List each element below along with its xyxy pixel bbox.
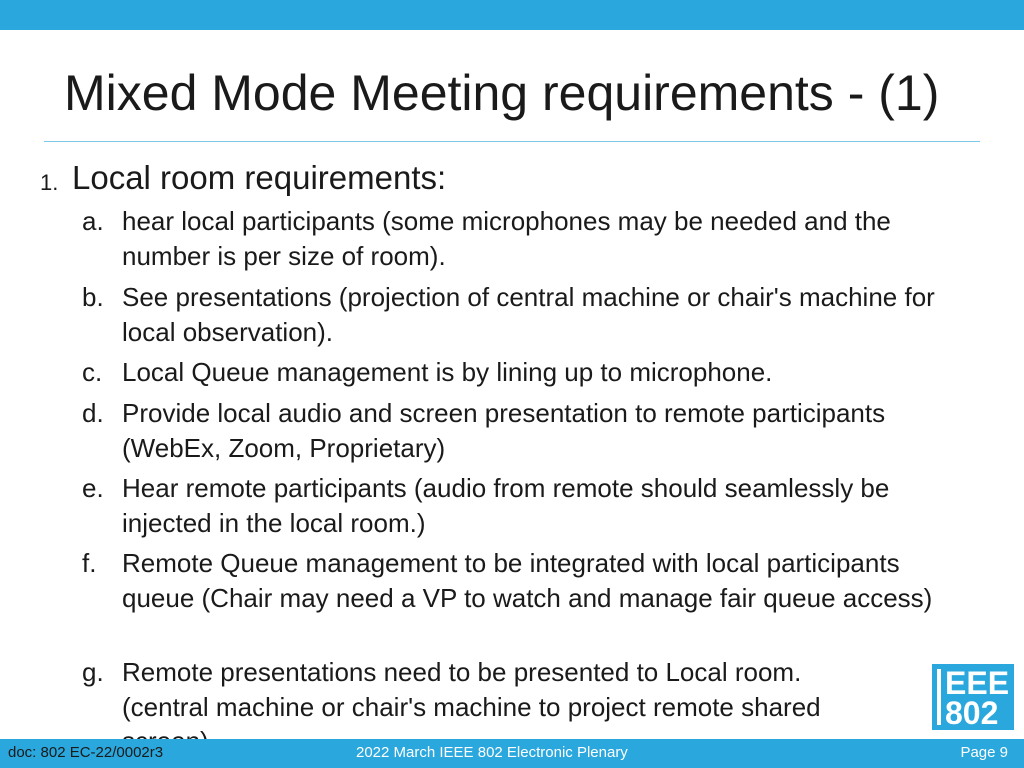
list-marker: e. [82,473,104,503]
list-marker: d. [82,398,104,428]
list-marker: f. [82,548,97,578]
section-number: 1. [40,170,59,195]
title-divider [44,141,980,142]
list-item-text: Local Queue management is by lining up to microphone. [122,357,773,387]
list-item-text: See presentations (projection of central machine or chair's machine for local observation). [122,282,935,347]
logo-text-bottom: 802 [945,695,999,731]
footer-doc-id: doc: 802 EC-22/0002r3 [8,744,164,761]
section-heading: Local room requirements: [72,159,447,196]
list-item-text: Hear remote participants (audio from remote should seamlessly be injected in the local room.) [122,473,890,538]
list-marker: a. [82,206,104,236]
list-item-text: Remote presentations need to be presented to Local room. (central machine or chair's machine to project remote shared [122,657,821,722]
logo-stripe [937,669,941,725]
logo-text-top: EEE [945,665,1010,701]
list-item-text: hear local participants (some microphones may be needed and the number is per size of room). [122,206,891,271]
list-marker: c. [82,357,103,387]
list-marker: g. [82,657,104,687]
footer-event: 2022 March IEEE 802 Electronic Plenary [356,744,628,761]
list-item-text: Provide local audio and screen presentation to remote participants (WebEx, Zoom, Proprietary) [122,398,886,463]
list-item-text: Remote Queue management to be integrated with local participants queue (Chair may need a VP to watch and manage fair queue access) [122,548,933,613]
list-marker: b. [82,282,104,312]
slide-title: Mixed Mode Meeting requirements - (1) [64,65,940,121]
footer-page-number: Page 9 [960,744,1008,761]
ieee-802-logo [932,664,1014,730]
top-accent-bar [0,0,1024,30]
